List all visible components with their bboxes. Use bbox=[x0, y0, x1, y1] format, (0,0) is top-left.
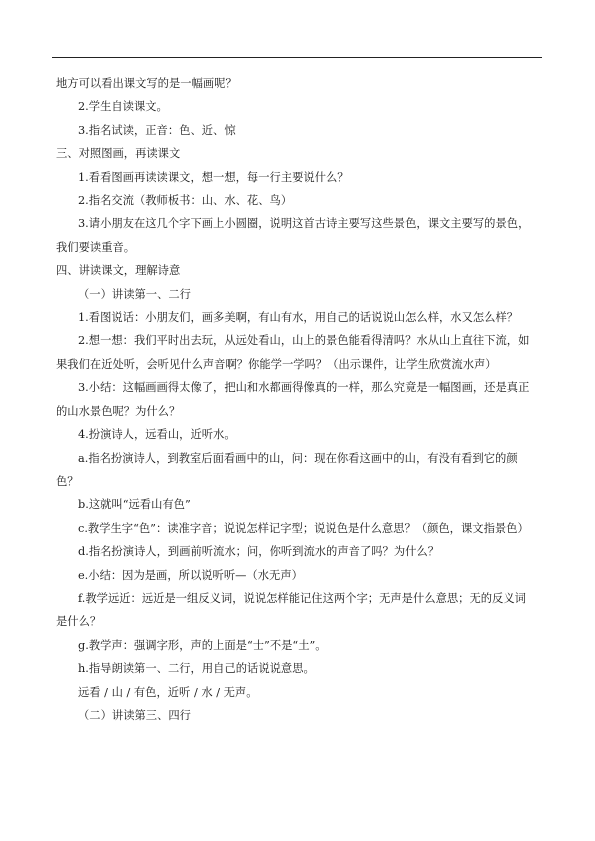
text-line: e.小结：因为是画，所以说听听—（水无声） bbox=[78, 568, 303, 582]
header-rule bbox=[52, 57, 542, 58]
document-body bbox=[56, 72, 536, 727]
subsection-heading: （一）讲读第一、二行 bbox=[78, 287, 191, 301]
text-line: 2.学生自读课文。 bbox=[78, 100, 168, 114]
text-line: f.教学远近：远近是一组反义词，说说怎样能记住这两个字；无声是什么意思；无的反义词是什么？ bbox=[56, 591, 526, 629]
text-line: 2.指名交流（教师板书：山、水、花、鸟） bbox=[78, 194, 293, 208]
subsection-heading: （二）讲读第三、四行 bbox=[78, 708, 191, 722]
text-line: 3.指名试读，正音：色、近、惊 bbox=[78, 123, 236, 137]
text-line: a.指名扮演诗人，到教室后面看画中的山，问：现在你看这画中的山，有没有看到它的颜色？ bbox=[56, 451, 518, 488]
text-line: 1.看图说话：小朋友们，画多美啊，有山有水，用自己的话说说山怎么样，水又怎么样？ bbox=[78, 311, 519, 325]
section-heading: 三、对照图画，再读课文 bbox=[56, 147, 181, 161]
text-line: 3.请小朋友在这几个字下画上小圆圈，说明这首古诗主要写这些景色，课文主要写的景色，我们要读重音。 bbox=[56, 217, 530, 254]
text-line: g.教学声：强调字形，声的上面是“士”不是“土”。 bbox=[78, 638, 327, 652]
section-heading: 四、讲读课文，理解诗意 bbox=[56, 264, 181, 278]
text-line: c.教学生字“色”：读准字音；说说怎样记字型；说说色是什么意思？（颜色，课文指景色） bbox=[78, 521, 529, 535]
text-line: 地方可以看出课文写的是一幅画呢？ bbox=[56, 77, 237, 90]
text-line: 远看 / 山 / 有色，近听 / 水 / 无声。 bbox=[78, 685, 258, 699]
text-line: d.指名扮演诗人，到画前听流水；问，你听到流水的声音了吗？为什么？ bbox=[78, 545, 440, 559]
text-line: h.指导朗读第一、二行，用自己的话说说意思。 bbox=[78, 662, 315, 676]
text-line: 3.小结：这幅画画得太像了，把山和水都画得像真的一样，那么究竟是一幅图画，还是真正的山水景色呢？为什么？ bbox=[56, 381, 530, 418]
text-line: b.这就叫“远看山有色” bbox=[78, 498, 191, 512]
text-line: 1.看看图画再读读课文，想一想，每一行主要说什么？ bbox=[78, 170, 349, 184]
text-line: 2.想一想：我们平时出去玩，从远处看山，山上的景色能看得清吗？水从山上直往下流，如果我们在近处听，会听见什么声音啊？你能学一学吗？（出示课件，让学生欣赏流水声） bbox=[56, 334, 530, 371]
text-line: 4.扮演诗人，远看山，近听水。 bbox=[78, 428, 236, 442]
